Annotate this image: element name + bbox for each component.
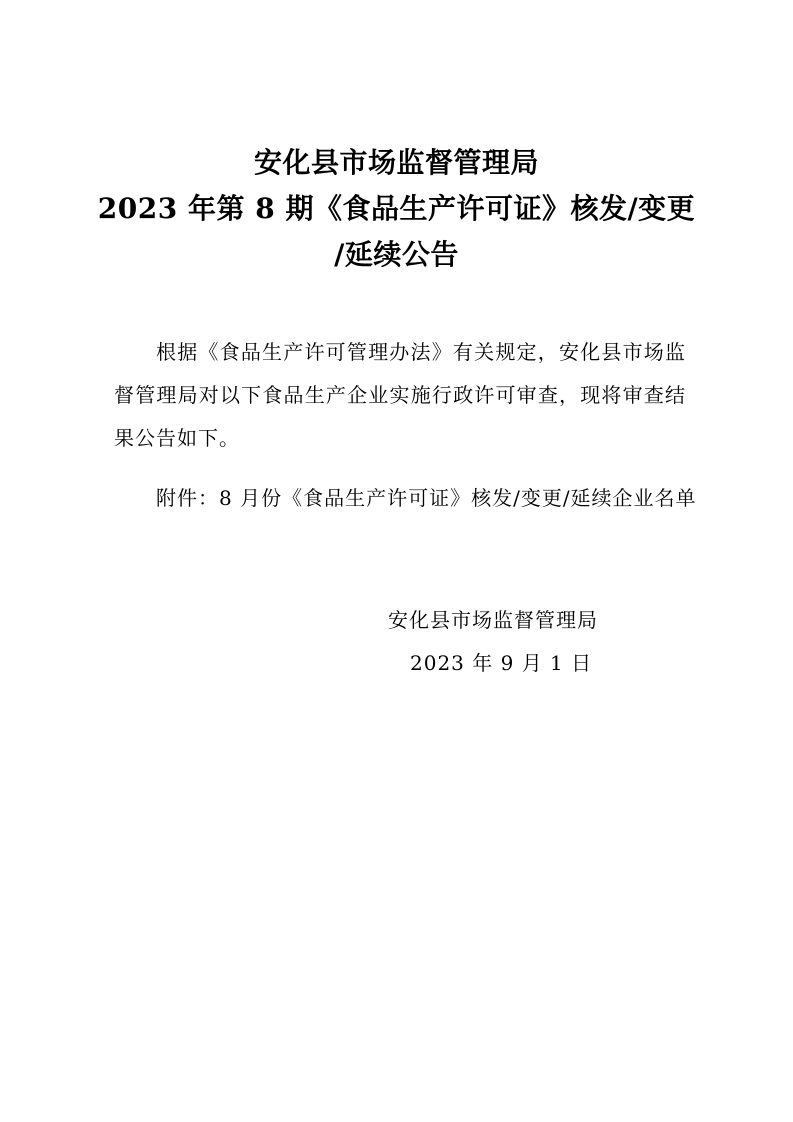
title-line-agency: 安化县市场监督管理局: [253, 146, 539, 179]
body-paragraph-block: [114, 331, 686, 460]
attachment-block: [114, 477, 697, 520]
document-title: [0, 140, 793, 278]
title-line-notice: /延续公告: [334, 238, 459, 271]
signature-organization: 安化县市场监督管理局: [388, 608, 598, 632]
attachment-line: 附件：8 月份《食品生产许可证》核发/变更/延续企业名单: [156, 486, 697, 510]
title-line-issue: 2023 年第 8 期《食品生产许可证》核发/变更: [97, 192, 696, 225]
body-paragraph: 根据《食品生产许可管理办法》有关规定，安化县市场监督管理局对以下食品生产企业实施行政许可审查，现将审查结果公告如下。: [114, 340, 686, 450]
signature-date: 2023 年 9 月 1 日: [410, 651, 593, 675]
